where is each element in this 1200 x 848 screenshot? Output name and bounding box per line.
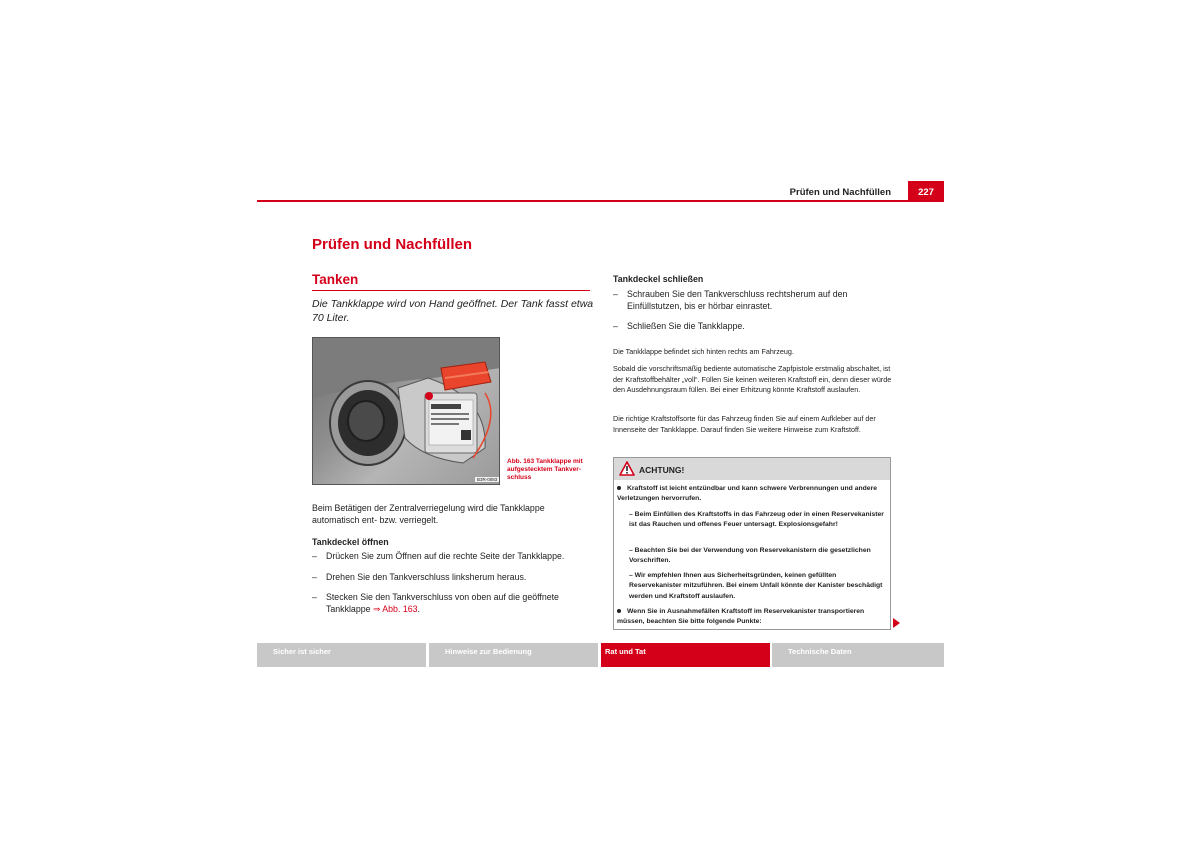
warning-subitem: – Wir empfehlen Ihnen aus Sicherheitsgründen, keinen gefüllten Reservekanister mitzuführen. Bei einem Unfall könnte der Kanister beschädigt werden und Kraftstoff auslaufen. bbox=[629, 572, 883, 600]
section-intro: Die Tankklappe wird von Hand geöffnet. Der Tank fasst etwa 70 Liter. bbox=[312, 298, 594, 324]
open-step-text: Stecken Sie den Tankverschluss von oben auf die geöffnete Tankklappe bbox=[326, 592, 559, 614]
open-step bbox=[312, 572, 592, 584]
bullet-icon bbox=[617, 486, 621, 490]
section-title: Tanken bbox=[312, 272, 359, 287]
dash-marker: – bbox=[613, 321, 618, 331]
open-heading: Tankdeckel öffnen bbox=[312, 537, 389, 547]
central-locking-paragraph: Beim Betätigen der Zentralverriegelung wird die Tankklappe automatisch ent- bzw. verriegelt. bbox=[312, 503, 545, 525]
open-step-text: Drücken Sie zum Öffnen auf die rechte Seite der Tankklappe. bbox=[326, 551, 565, 561]
sentence-end: . bbox=[417, 603, 420, 614]
fuel-flap-figure bbox=[312, 337, 500, 485]
dash-marker: – bbox=[312, 592, 317, 602]
warning-box bbox=[613, 457, 891, 630]
footer-tab-technical-data[interactable]: Technische Daten bbox=[772, 643, 944, 667]
figure-reference-link[interactable]: ⇒ Abb. 163 bbox=[372, 603, 418, 614]
note-location: Die Tankklappe befindet sich hinten rechts am Fahrzeug. bbox=[613, 347, 794, 356]
close-step-text: Schließen Sie die Tankklappe. bbox=[627, 321, 745, 331]
dash-marker: – bbox=[312, 572, 317, 582]
warning-subitem: – Beachten Sie bei der Verwendung von Reservekanistern die gesetzlichen Vorschriften. bbox=[629, 547, 871, 565]
warning-header bbox=[614, 458, 890, 480]
close-step bbox=[613, 321, 893, 333]
page-number: 227 bbox=[908, 181, 944, 201]
close-heading: Tankdeckel schließen bbox=[613, 274, 704, 284]
continue-arrow-icon bbox=[893, 618, 900, 628]
section-rule bbox=[312, 290, 590, 291]
running-header-title: Prüfen und Nachfüllen bbox=[789, 187, 891, 198]
close-step-text: Schrauben Sie den Tankverschluss rechtsherum auf den Einfüllstutzen, bis er hörbar einrastet. bbox=[627, 289, 848, 311]
warning-item bbox=[617, 607, 889, 628]
warning-item-text: Kraftstoff ist leicht entzündbar und kann schwere Verbrennungen und andere Verletzungen hervorrufen. bbox=[617, 485, 878, 503]
warning-title: ACHTUNG! bbox=[639, 465, 685, 475]
dash-marker: – bbox=[312, 551, 317, 561]
figure-code: B3R-0083 bbox=[477, 477, 498, 482]
footer-tab-safety[interactable]: Sicher ist sicher bbox=[257, 643, 426, 667]
chapter-title: Prüfen und Nachfüllen bbox=[312, 236, 473, 253]
figure-caption: Abb. 163 Tankklappe mit aufgestecktem Tankver-schluss bbox=[507, 458, 583, 481]
warning-item-text: Wenn Sie in Ausnahmefällen Kraftstoff im Reservekanister transportieren müssen, beachten Sie bitte folgende Punkte: bbox=[617, 608, 865, 626]
close-step bbox=[613, 289, 893, 312]
open-step bbox=[312, 551, 592, 563]
fuel-flap-illustration bbox=[313, 338, 500, 485]
warning-triangle-icon bbox=[619, 461, 635, 476]
warning-item bbox=[617, 484, 889, 505]
open-step bbox=[312, 592, 594, 615]
note-fuel-type: Die richtige Kraftstoffsorte für das Fahrzeug finden Sie auf einem Aufkleber auf der Innenseite der Tankklappe. Darauf finden Sie weitere Hinweise zum Kraftstoff. bbox=[613, 414, 876, 434]
open-step-text: Drehen Sie den Tankverschluss linksherum heraus. bbox=[326, 572, 527, 582]
bullet-icon bbox=[617, 609, 621, 613]
note-full-tank: Sobald die vorschriftsmäßig bediente automatische Zapfpistole erstmalig abschaltet, ist der Kraftstoffbehälter „voll“. Füllen Sie keinen weiteren Kraftstoff ein, denn dieser würde den Ausdehnungsraum füllen. Bei einer Erhitzung könnte Kraftstoff auslaufen. bbox=[613, 364, 892, 394]
warning-subitem: – Beim Einfüllen des Kraftstoffs in das Fahrzeug oder in einen Reservekanister ist das Rauchen und offenes Feuer untersagt. Explosionsgefahr! bbox=[629, 511, 884, 529]
header-rule bbox=[257, 200, 944, 202]
footer-tab-advice[interactable]: Rat und Tat bbox=[601, 643, 770, 667]
dash-marker: – bbox=[613, 289, 618, 299]
footer-tab-operation[interactable]: Hinweise zur Bedienung bbox=[429, 643, 598, 667]
